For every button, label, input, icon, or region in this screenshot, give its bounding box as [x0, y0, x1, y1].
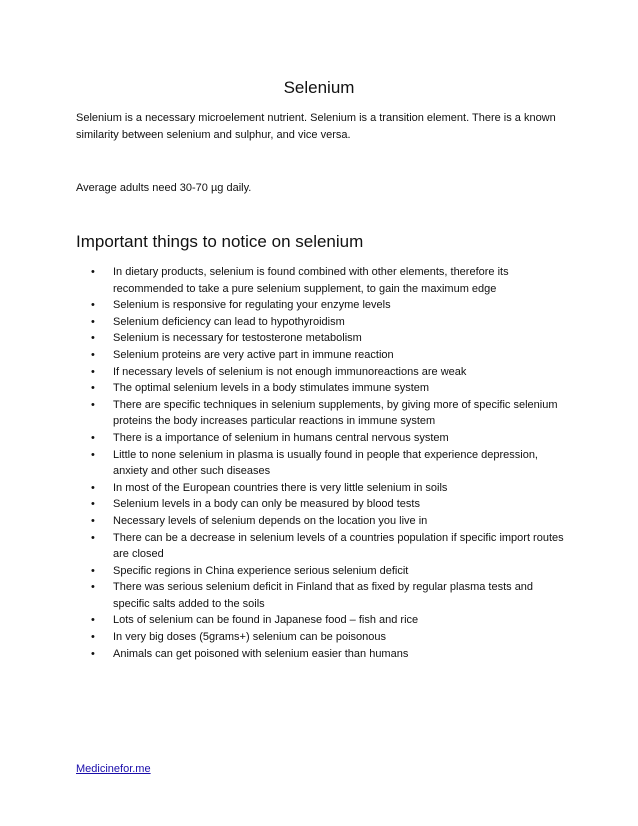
daily-intake-paragraph: Average adults need 30-70 µg daily. [76, 182, 252, 194]
list-item-text: In most of the European countries there is very little selenium in soils [113, 481, 448, 494]
list-item [76, 447, 566, 480]
list-item-text: There was serious selenium deficit in Finland that as fixed by regular plasma tests and specific salts added to the soils [113, 581, 534, 610]
bullet-dot-icon: • [91, 581, 95, 594]
bullet-dot-icon: • [91, 614, 95, 627]
bullet-dot-icon: • [91, 348, 95, 361]
list-item-text: There are specific techniques in selenium supplements, by giving more of specific selenium proteins the body increases particular reactions in immune system [113, 398, 558, 428]
list-item-text: Selenium levels in a body can only be measured by blood tests [113, 498, 420, 511]
intro-paragraph: Selenium is a necessary microelement nutrient. Selenium is a transition element. There is a known similarity between selenium and sulphur, and vice versa. [76, 112, 556, 141]
list-item-text: If necessary levels of selenium is not enough immunoreactions are weak [113, 365, 467, 378]
list-item [76, 629, 566, 646]
list-item [76, 347, 566, 364]
list-item [76, 563, 566, 580]
list-item-text: The optimal selenium levels in a body stimulates immune system [113, 382, 430, 395]
list-item [76, 330, 566, 347]
list-item [76, 646, 566, 663]
footer-link[interactable]: Medicinefor.me [76, 763, 151, 775]
list-item [76, 513, 566, 530]
list-item [76, 397, 566, 430]
list-item [76, 380, 566, 397]
bullet-dot-icon: • [91, 564, 95, 577]
document-title: Selenium [283, 78, 355, 97]
bullet-dot-icon: • [91, 531, 95, 544]
bullet-dot-icon: • [91, 299, 95, 312]
list-item-text: Little to none selenium in plasma is usually found in people that experience depression, anxiety and other such diseases [113, 448, 538, 478]
list-item-text: Selenium proteins are very active part in immune reaction [113, 348, 394, 361]
list-item [76, 530, 566, 563]
bullet-dot-icon: • [91, 382, 95, 395]
bullet-dot-icon: • [91, 431, 95, 444]
bullet-dot-icon: • [91, 398, 95, 411]
list-item [76, 430, 566, 447]
bullet-dot-icon: • [91, 647, 95, 660]
list-item [76, 364, 566, 381]
list-item-text: Specific regions in China experience serious selenium deficit [113, 564, 409, 577]
section-heading: Important things to notice on selenium [76, 232, 364, 251]
bullet-list [76, 264, 566, 662]
list-item [76, 480, 566, 497]
bullet-dot-icon: • [91, 365, 95, 378]
bullet-dot-icon: • [91, 315, 95, 328]
bullet-dot-icon: • [91, 448, 95, 461]
bullet-dot-icon: • [91, 332, 95, 345]
list-item-text: Selenium is responsive for regulating your enzyme levels [113, 299, 391, 312]
list-item-text: Selenium deficiency can lead to hypothyroidism [113, 315, 345, 328]
list-item-text: Lots of selenium can be found in Japanese food – fish and rice [113, 614, 419, 627]
list-item [76, 297, 566, 314]
list-item [76, 612, 566, 629]
list-item-text: Selenium is necessary for testosterone metabolism [113, 332, 362, 345]
bullet-dot-icon: • [91, 266, 95, 278]
list-item-text: In dietary products, selenium is found combined with other elements, therefore its recommended to take a pure selenium supplement, to gain the maximum edge [113, 266, 509, 295]
list-item-text: There is a importance of selenium in humans central nervous system [113, 431, 449, 444]
list-item [76, 579, 566, 612]
bullet-dot-icon: • [91, 631, 95, 644]
bullet-dot-icon: • [91, 481, 95, 494]
list-item [76, 314, 566, 331]
list-item [76, 496, 566, 513]
list-item-text: Necessary levels of selenium depends on the location you live in [113, 514, 428, 527]
bullet-dot-icon: • [91, 498, 95, 511]
list-item [76, 264, 566, 297]
list-item-text: There can be a decrease in selenium levels of a countries population if specific import routes are closed [113, 531, 564, 561]
list-item-text: In very big doses (5grams+) selenium can be poisonous [113, 631, 387, 644]
list-item-text: Animals can get poisoned with selenium easier than humans [113, 647, 409, 660]
bullet-dot-icon: • [91, 514, 95, 527]
